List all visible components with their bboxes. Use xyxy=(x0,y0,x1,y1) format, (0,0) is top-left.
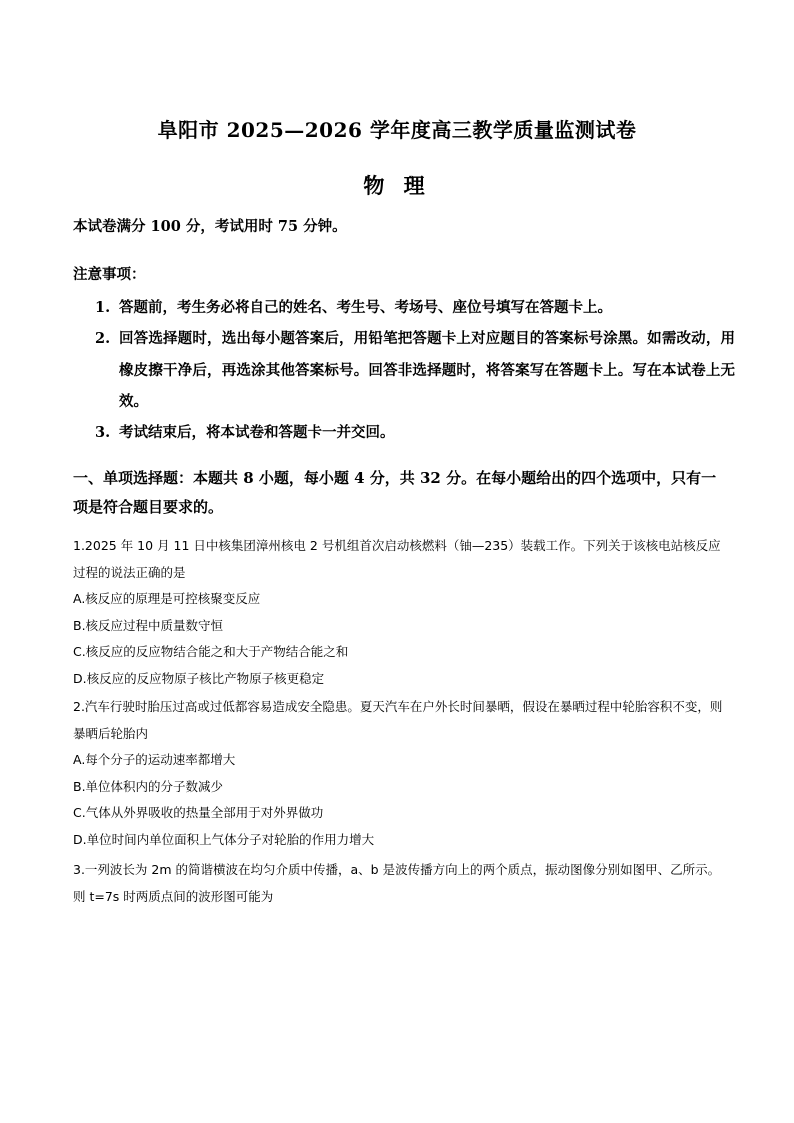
question-option: A.核反应的原理是可控核聚变反应 xyxy=(73,591,261,606)
notice-item-number: 2. xyxy=(95,330,111,347)
question-option: A.每个分子的运动速率都增大 xyxy=(73,752,236,767)
notice-item xyxy=(95,417,735,449)
question-option: D.单位时间内单位面积上气体分子对轮胎的作用力增大 xyxy=(73,831,375,847)
question-option: B.核反应过程中质量数守恒 xyxy=(73,617,224,633)
question-option: C.气体从外界吸收的热量全部用于对外界做功 xyxy=(73,805,324,820)
question-option: C.核反应的反应物结合能之和大于产物结合能之和 xyxy=(73,644,349,659)
question-stem: 3.一列波长为 2m 的简谐横波在均匀介质中传播，a、b 是波传播方向上的两个质点，振动图像分别如图甲、乙所示。则 t=7s 时两质点间的波形图可能为 xyxy=(73,862,721,904)
question-2 xyxy=(73,694,728,853)
notice-item xyxy=(95,323,735,418)
question-option: D.核反应的反应物原子核比产物原子核更稳定 xyxy=(73,670,325,686)
notice-item-text: 考试结束后，将本试卷和答题卡一并交回。 xyxy=(119,424,395,441)
exam-info: 本试卷满分 100 分，考试用时 75 分钟。 xyxy=(73,218,347,235)
notice-item-text: 回答选择题时，选出每小题答案后，用铅笔把答题卡上对应题目的答案标号涂黑。如需改动，用橡皮擦干净后，再选涂其他答案标号。回答非选择题时，将答案写在答题卡上。写在本试卷上无效。 xyxy=(119,330,735,410)
exam-title: 阜阳市 2025—2026 学年度高三教学质量监测试卷 xyxy=(157,118,637,142)
notice-item xyxy=(95,292,735,324)
subject-title: 物 理 xyxy=(363,173,431,198)
notice-item-text: 答题前，考生务必将自己的姓名、考生号、考场号、座位号填写在答题卡上。 xyxy=(119,299,612,316)
notice-heading: 注意事项： xyxy=(73,266,146,283)
question-1 xyxy=(73,533,728,692)
notice-item-number: 1. xyxy=(95,299,111,316)
question-stem: 2.汽车行驶时胎压过高或过低都容易造成安全隐患。夏天汽车在户外长时间暴晒，假设在暴晒过程中轮胎容积不变，则暴晒后轮胎内 xyxy=(73,699,723,741)
notice-item-number: 3. xyxy=(95,424,111,441)
section-heading: 一、单项选择题：本题共 8 小题，每小题 4 分，共 32 分。在每小题给出的四个选项中，只有一项是符合题目要求的。 xyxy=(73,469,717,516)
question-3 xyxy=(73,857,728,910)
question-stem: 1.2025 年 10 月 11 日中核集团漳州核电 2 号机组首次启动核燃料（铀—235）装载工作。下列关于该核电站核反应过程的说法正确的是 xyxy=(73,538,721,580)
question-option: B.单位体积内的分子数减少 xyxy=(73,778,224,794)
